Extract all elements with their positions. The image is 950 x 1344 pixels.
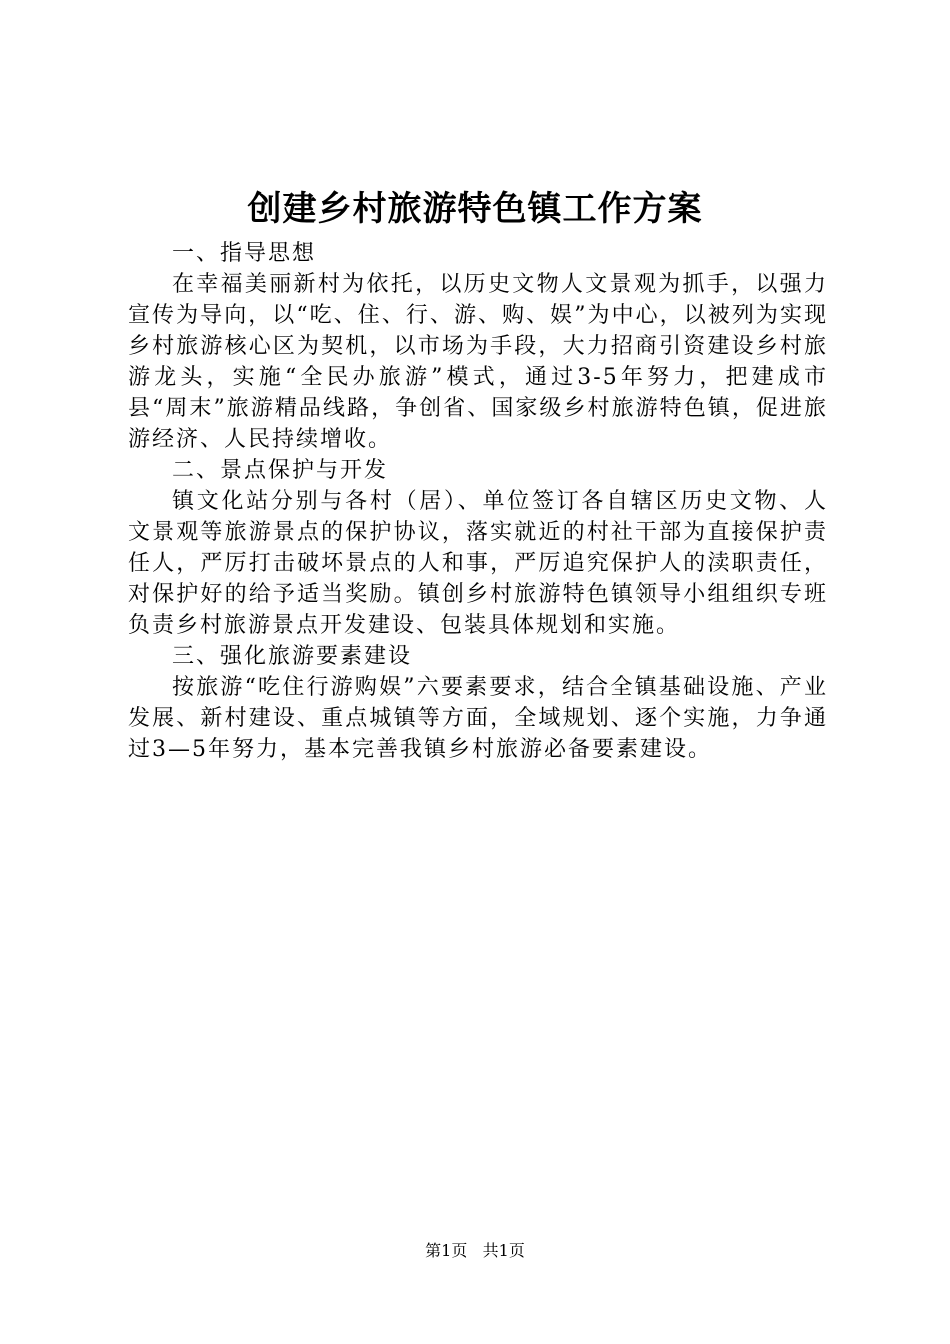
document-title: 创建乡村旅游特色镇工作方案	[247, 189, 703, 229]
page-footer	[0, 1240, 950, 1262]
section-heading-guiding-ideology: 一、指导思想	[172, 241, 317, 266]
paragraph-scenic-protection: 镇文化站分别与各村（居）、单位签订各自辖区历史文物、人文景观等旅游景点的保护协议，落实就近的村社干部为直接保护责任人，严厉打击破坏景点的人和事，严厉追究保护人的渎职责任，对保护好的给予适当奖励。镇创乡村旅游特色镇领导小组组织专班负责乡村旅游景点开发建设、包装具体规划和实施。	[128, 489, 828, 638]
page-total: 共1页	[482, 1241, 525, 1260]
page-number: 第1页	[425, 1241, 468, 1260]
document-body	[128, 238, 828, 765]
footer-separator	[472, 1241, 477, 1260]
section-heading-tourism-elements: 三、强化旅游要素建设	[172, 644, 413, 669]
paragraph-tourism-elements: 按旅游“吃住行游购娱”六要素要求，结合全镇基础设施、产业发展、新村建设、重点城镇等方面，全域规划、逐个实施，力争通过3—5年努力，基本完善我镇乡村旅游必备要素建设。	[128, 675, 828, 762]
section-heading-scenic-protection: 二、景点保护与开发	[172, 458, 389, 483]
paragraph-guiding-ideology: 在幸福美丽新村为依托，以历史文物人文景观为抓手，以强力宣传为导向，以“吃、住、行、游、购、娱”为中心，以被列为实现乡村旅游核心区为契机，以市场为手段，大力招商引资建设乡村旅游龙头，实施“全民办旅游”模式，通过3-5年努力，把建成市县“周末”旅游精品线路，争创省、国家级乡村旅游特色镇，促进旅游经济、人民持续增收。	[128, 272, 828, 452]
